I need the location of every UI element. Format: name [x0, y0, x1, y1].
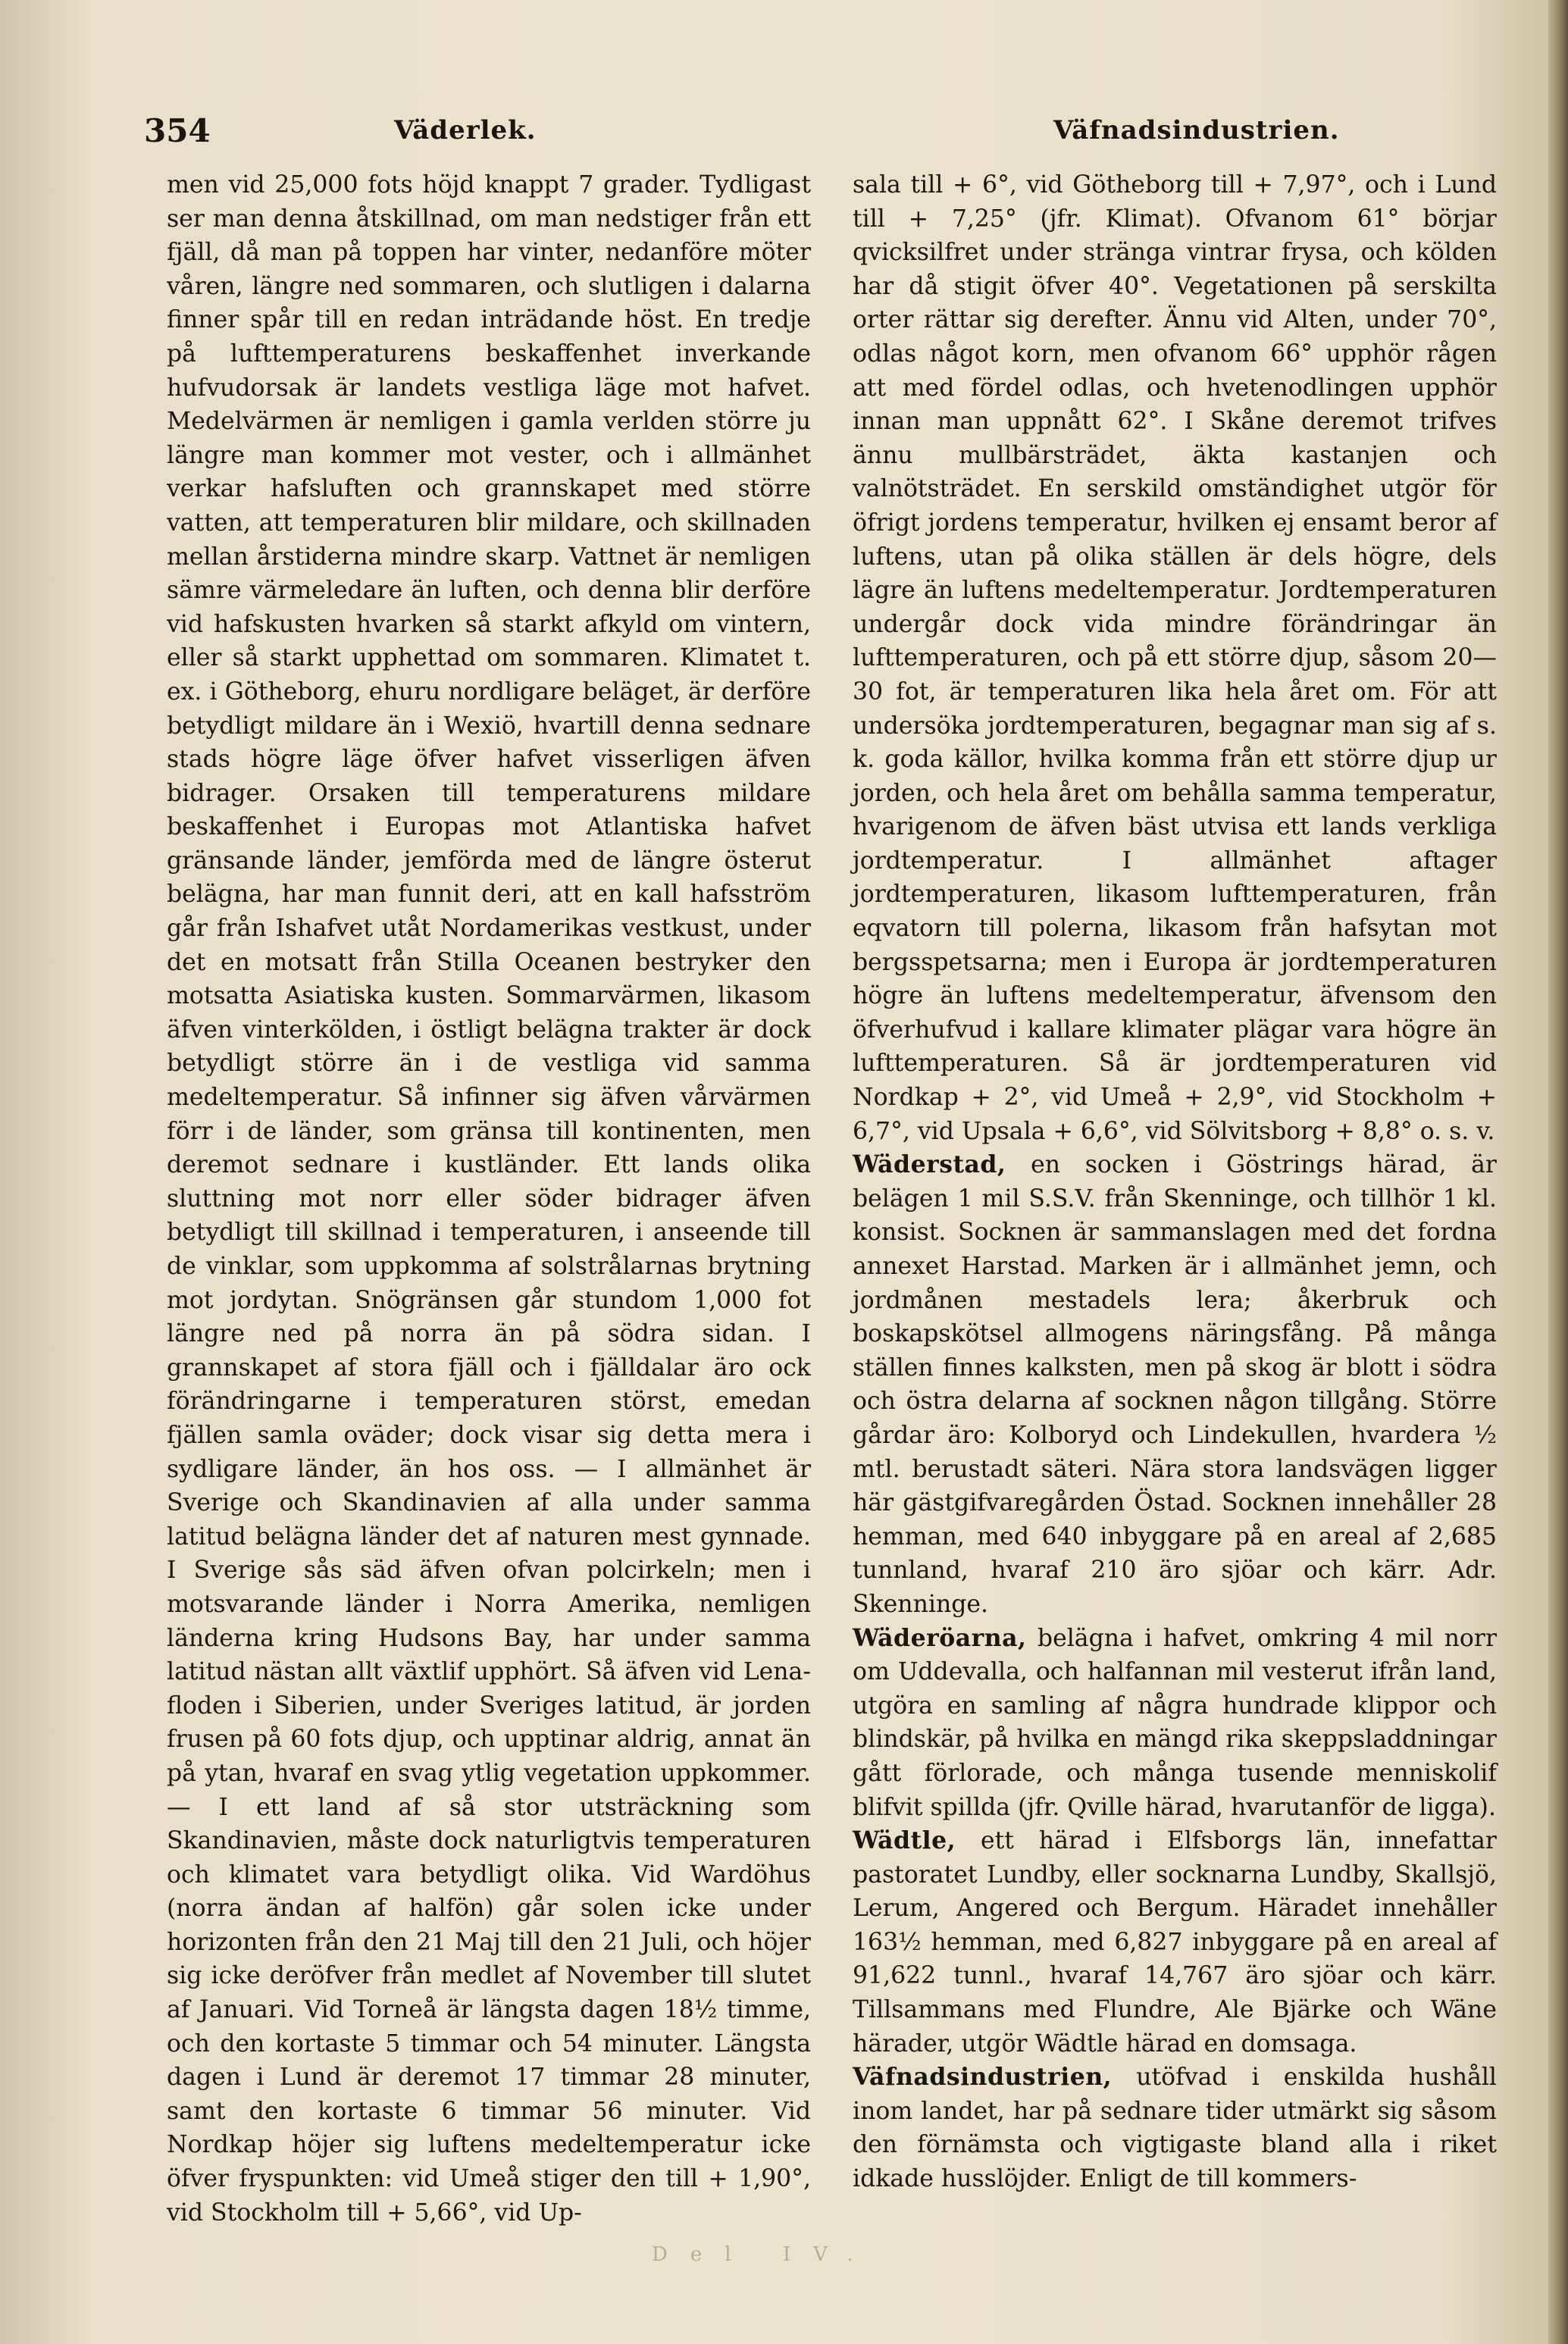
entry-head: Wäderstad,: [853, 1150, 1006, 1179]
entry-text: ett härad i Elfsborgs län, innefattar pastoratet Lundby, eller socknarna Lundby, Skallsjö, Lerum, Angered och Bergum. Häradet innehåller 163½ hemman, med 6,827 inbyggare på en areal af 91,622 tunnl., hvaraf 14,767 äro sjöar och kärr. Tillsammans med Flundre, Ale Bjärke och Wäne härader, utgör Wädtle härad en domsaga.: [853, 1827, 1497, 2058]
left-column: [167, 168, 811, 2230]
page-header: [144, 106, 1340, 159]
entry-vafnadsindustrien: [853, 2061, 1497, 2195]
entry-text: utöfvad i enskilda hushåll inom landet, har på sednare tider utmärkt sig såsom den förnämsta och vigtigaste bland alla i riket idkade husslöjder. Enligt de till kommers-: [853, 2064, 1497, 2193]
entry-wadtle: [853, 1824, 1497, 2061]
running-head-right: Väfnadsindustrien.: [1053, 115, 1340, 146]
entry-waderoarna: [853, 1622, 1497, 1825]
page-number: 354: [144, 112, 211, 149]
entry-head: Wäderöarna,: [853, 1623, 1027, 1652]
entry-head: Wädtle,: [853, 1826, 956, 1855]
left-column-text: men vid 25,000 fots höjd knappt 7 grader. Tydligast ser man denna åtskillnad, om man nedstiger från ett fjäll, då man på toppen har vinter, nedanföre möter våren, längre ned sommaren, och slutligen i dalarna finner spår till en redan inträdande höst. En tredje på lufttemperaturens beskaffenhet inverkande hufvudorsak är landets vestliga läge mot hafvet. Medelvärmen är nemligen i gamla verlden större ju längre man kommer mot vester, och i allmänhet verkar hafsluften och grannskapet med större vatten, att temperaturen blir mildare, och skillnaden mellan årstiderna mindre skarp. Vattnet är nemligen sämre värmeledare än luften, och denna blir derföre vid hafskusten hvarken så starkt afkyld om vintern, eller så starkt upphettad om sommaren. Klimatet t. ex. i Götheborg, ehuru nordligare beläget, är derföre betydligt mildare än i Wexiö, hvartill denna sednare stads högre läge öfver hafvet visserligen äfven bidrager. Orsaken till temperaturens mildare beskaffenhet i Europas mot Atlantiska hafvet gränsande länder, jemförda med de längre österut belägna, har man funnit deri, att en kall hafsström går från Ishafvet utåt Nordamerikas vestkust, under det en motsatt från Stilla Oceanen bestryker den motsatta Asiatiska kusten. Sommarvärmen, likasom äfven vinterkölden, i östligt belägna trakter är dock betydligt större än i de vestliga vid samma medeltemperatur. Så infinner sig äfven vårvärmen förr i de länder, som gränsa till kontinenten, men deremot sednare i kustländer. Ett lands olika sluttning mot norr eller söder bidrager äfven betydligt till skillnad i temperaturen, i anseende till de vinklar, som uppkomma af solstrålarnas brytning mot jordytan. Snögränsen går stundom 1,000 fot längre ned på norra än på södra sidan. I grannskapet af stora fjäll och i fjälldalar äro ock förändringarne i temperaturen störst, emedan fjällen samla oväder; dock visar sig detta mera i sydligare länder, än hos oss. — I allmänhet är Sverige och Skandinavien af alla under samma latitud belägna länder det af naturen mest gynnade. I Sverige sås säd äfven ofvan polcirkeln; men i motsvarande länder i Norra Amerika, nemligen länderna kring Hudsons Bay, har under samma latitud nästan allt växtlif upphört. Så äfven vid Lena-floden i Siberien, under Sveriges latitud, är jorden frusen på 60 fots djup, och upptinar aldrig, annat än på ytan, hvaraf en svag ytlig vegetation uppkommer. — I ett land af så stor utsträckning som Skandinavien, måste dock naturligtvis temperaturen och klimatet vara betydligt olika. Vid Wardöhus (norra ändan af halfön) går solen icke under horizonten från den 21 Maj till den 21 Juli, och höjer sig icke deröfver från medlet af November till slutet af Januari. Vid Torneå är längsta dagen 18½ timme, och den kortaste 5 timmar och 54 minuter. Längsta dagen i Lund är deremot 17 timmar 28 minuter, samt den kortaste 6 timmar 56 minuter. Vid Nordkap höjer sig luftens medeltemperatur icke öfver fryspunkten: vid Umeå stiger den till + 1,90°, vid Stockholm till + 5,66°, vid Up-: [167, 171, 811, 2227]
entry-continuation: [853, 168, 1497, 1148]
entry-text: en socken i Göstrings härad, är belägen 1 mil S.S.V. från Skenninge, och tillhör 1 kl. konsist. Socknen är sammanslagen med det fordna annexet Harstad. Marken är i allmänhet jemn, och jordmånen mestadels lera; åkerbruk och boskapskötsel allmogens näringsfång. På många ställen finnes kalksten, men på skog är blott i södra och östra delarna af socknen någon tillgång. Större gårdar äro: Kolboryd och Lindekullen, hvardera ½ mtl. berustadt säteri. Nära stora landsvägen ligger här gästgifvaregården Östad. Socknen innehåller 28 hemman, med 640 inbyggare på en areal af 2,685 tunnland, hvaraf 210 äro sjöar och kärr. Adr. Skenninge.: [853, 1151, 1497, 1618]
page-edge-shadow: [1548, 0, 1568, 2344]
entry-text: sala till + 6°, vid Götheborg till + 7,97°, och i Lund till + 7,25° (jfr. Klimat). Ofvanom 61° börjar qvicksilfret under stränga vintrar frysa, och kölden har då stigit öfver 40°. Vegetationen på serskilta orter rättar sig derefter. Ännu vid Alten, under 70°, odlas något korn, men ofvanom 66° upphör rågen att med fördel odlas, och hvetenodlingen upphör innan man uppnått 62°. I Skåne deremot trifves ännu mullbärsträdet, äkta kastanjen och valnötsträdet. En serskild omständighet utgör för öfrigt jordens temperatur, hvilken ej ensamt beror af luftens, utan på olika ställen är dels högre, dels lägre än luftens medeltemperatur. Jordtemperaturen undergår dock vida mindre förändringar än lufttemperaturen, och på ett större djup, såsom 20—30 fot, är temperaturen lika hela året om. För att undersöka jordtemperaturen, begagnar man sig af s. k. goda källor, hvilka komma från ett större djup ur jorden, och hela året om behålla samma temperatur, hvarigenom de äfven bäst utvisa ett lands verkliga jordtemperatur. I allmänhet aftager jordtemperaturen, likasom lufttemperaturen, från eqvatorn till polerna, likasom från hafsytan mot bergsspetsarna; men i Europa är jordtemperaturen högre än luftens medeltemperatur, äfvensom den öfverhufvud i kallare klimater plägar vara högre än lufttemperaturen. Så är jordtemperaturen vid Nordkap + 2°, vid Umeå + 2,9°, vid Stockholm + 6,7°, vid Upsala + 6,6°, vid Sölvitsborg + 8,8° o. s. v.: [853, 171, 1497, 1145]
faint-show-through-text: Del IV.: [652, 2243, 876, 2266]
entry-head: Väfnadsindustrien,: [853, 2063, 1113, 2092]
running-head-left: Väderlek.: [394, 115, 537, 146]
entry-text: belägna i hafvet, omkring 4 mil norr om Uddevalla, och halfannan mil vesterut ifrån land, utgöra en samling af några hundrade klippor och blindskär, på hvilka en mängd rika skeppsladdningar gått förlorade, och många tusende menniskolif blifvit spillda (jfr. Qville härad, hvarutanför de ligga).: [853, 1624, 1497, 1821]
entry-waderstad: [853, 1148, 1497, 1621]
right-column: [853, 168, 1497, 2196]
